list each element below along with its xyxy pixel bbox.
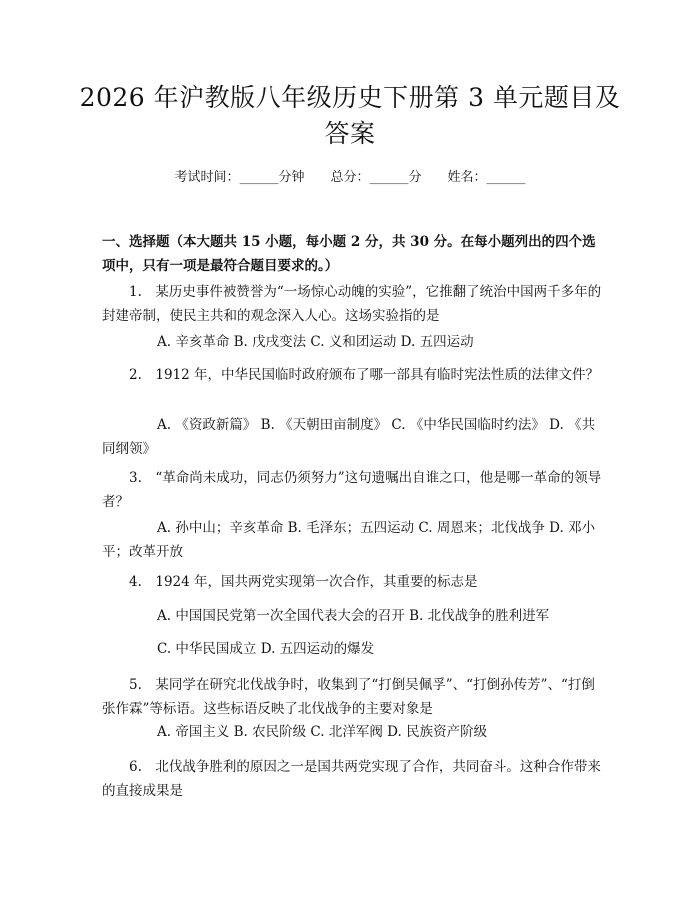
- question-options: A. 帝国主义 B. 农民阶级 C. 北洋军阀 D. 民族资产阶级: [157, 724, 488, 740]
- question-1: [102, 280, 607, 328]
- question-2-options: [102, 413, 607, 461]
- question-stem: 2. 1912 年，中华民国临时政府颁布了哪一部具有临时宪法性质的法律文件？: [129, 367, 600, 383]
- question-3: [102, 466, 607, 514]
- question-stem: 3. “革命尚未成功，同志仍须努力”这句遗嘱出自谁之口，他是哪一革命的领导者？: [102, 470, 602, 510]
- question-options: C. 中华民国成立 D. 五四运动的爆发: [157, 641, 375, 657]
- question-stem: 5. 某同学在研究北伐战争时，收集到了“打倒吴佩孚”、“打倒孙传芳”、“打倒张作霖”等标语。这些标语反映了北伐战争的主要对象是: [102, 677, 595, 717]
- exam-total-score: 总分：______分: [330, 170, 422, 185]
- question-1-options: [102, 330, 607, 354]
- question-5: [102, 673, 607, 721]
- question-2: [102, 363, 607, 387]
- page-title: 2026 年沪教版八年级历史下册第 3 单元题目及答案: [79, 83, 621, 148]
- question-options: A. 辛亥革命 B. 戊戌变法 C. 义和团运动 D. 五四运动: [157, 334, 474, 350]
- question-stem: 1. 某历史事件被赞誉为“一场惊心动魄的实验”，它推翻了统治中国两千多年的封建帝制，使民主共和的观念深入人心。这场实验指的是: [102, 284, 602, 324]
- section-heading: 一、选择题（本大题共 15 小题，每小题 2 分，共 30 分。在每小题列出的四个选项中，只有一项是最符合题目要求的。）: [102, 234, 596, 274]
- question-4: [102, 570, 607, 594]
- question-options: A. 孙中山；辛亥革命 B. 毛泽东；五四运动 C. 周恩来；北伐战争 D. 邓小平；改革开放: [102, 520, 596, 560]
- question-options: A. 中国国民党第一次全国代表大会的召开 B. 北伐战争的胜利进军: [157, 608, 550, 624]
- question-stem: 4. 1924 年，国共两党实现第一次合作，其重要的标志是: [129, 574, 478, 590]
- question-4-options-2: [102, 637, 607, 661]
- question-stem: 6. 北伐战争胜利的原因之一是国共两党实现了合作，共同奋斗。这种合作带来的直接成果是: [102, 759, 601, 799]
- question-5-options: [102, 720, 607, 744]
- question-3-options: [102, 516, 607, 564]
- question-options: A. 《资政新篇》 B. 《天朝田亩制度》 C. 《中华民国临时约法》 D. 《共同纲领》: [102, 417, 596, 457]
- question-6: [102, 755, 607, 803]
- question-4-options: [102, 604, 607, 628]
- exam-meta: [0, 168, 700, 188]
- exam-student-name: 姓名：______: [447, 170, 526, 185]
- exam-time: 考试时间：______分钟: [174, 170, 305, 185]
